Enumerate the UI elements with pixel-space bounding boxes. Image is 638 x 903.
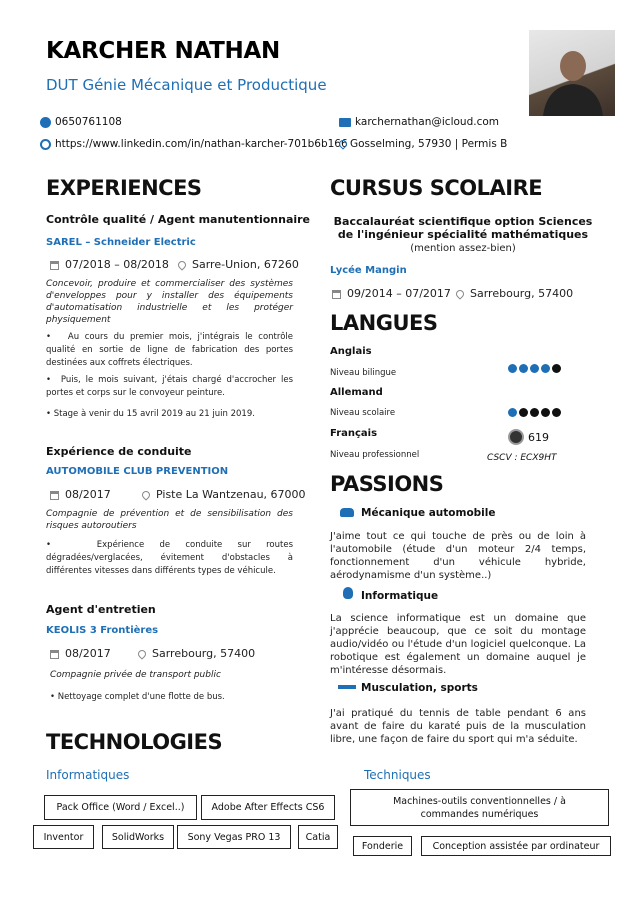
langues-heading: LANGUES <box>330 311 438 335</box>
tech-tag: Machines-outils conventionnelles / à commandes numériques <box>350 789 609 826</box>
school-name: Lycée Mangin <box>330 265 407 276</box>
tech-tag: Adobe After Effects CS6 <box>201 795 335 820</box>
location-pin-icon <box>454 288 465 299</box>
job-company: AUTOMOBILE CLUB PREVENTION <box>46 466 229 477</box>
tech-tag: SolidWorks <box>102 825 174 849</box>
rating-dot <box>508 364 517 373</box>
passions-heading: PASSIONS <box>330 472 444 496</box>
location <box>339 138 507 150</box>
person-silhouette-icon <box>529 30 615 116</box>
job-bullet: • Puis, le mois suivant, j'étais chargé d'accrocher les portes et corps sur le convoyeur peinture. <box>46 375 293 398</box>
candidate-name: KARCHER NATHAN <box>46 38 280 64</box>
certificate-badge-icon <box>508 429 524 445</box>
language-score: 619 <box>528 431 549 444</box>
profile-photo <box>529 30 615 116</box>
language-certificate-code: CSCV : ECX9HT <box>487 453 557 463</box>
rating-dot <box>519 364 528 373</box>
language-level: Niveau scolaire <box>330 408 396 418</box>
rating-dot <box>530 408 539 417</box>
job-bullet: • Expérience de conduite sur routes dégradées/verglacées, évitement d'obstacles à différentes vitesses dans différents types de véhicule. <box>46 540 293 576</box>
location-value: Gosselming, 57930 | Permis B <box>350 138 508 150</box>
phone <box>40 116 122 128</box>
job-bullet: • Au cours du premier mois, j'intégrais le contrôle qualité en sortie de ligne de fabrication des portes destinées aux coffrets électriques. <box>46 332 293 368</box>
job-description: Concevoir, produire et commercialiser des systèmes d'enveloppes pour y installer des équipements d'automatisation industrielle et les protéger physiquement <box>46 279 293 325</box>
job-title: Contrôle qualité / Agent manutentionnaire <box>46 213 311 226</box>
candidate-subtitle: DUT Génie Mécanique et Productique <box>46 76 327 94</box>
language-name: Français <box>330 428 378 439</box>
job-title: Expérience de conduite <box>46 445 192 458</box>
job-description: Compagnie de prévention et de sensibilisation des risques autoroutiers <box>46 509 293 531</box>
apple-icon <box>343 587 353 599</box>
cursus-heading: CURSUS SCOLAIRE <box>330 176 543 200</box>
degree-mention: (mention assez-bien) <box>410 243 516 254</box>
passion-title: Informatique <box>361 590 439 602</box>
rating-dot <box>519 408 528 417</box>
language-name: Allemand <box>330 387 383 398</box>
location-pin-icon <box>337 138 348 149</box>
job-place: Piste La Wantzenau, 67000 <box>142 488 306 501</box>
degree-title: Baccalauréat scientifique option Sciences de l'ingénieur spécialité mathématiques <box>333 215 593 241</box>
phone-icon <box>40 117 51 128</box>
job-description: Compagnie privée de transport public <box>50 670 221 680</box>
rating-dots <box>508 402 563 421</box>
language-level: Niveau bilingue <box>330 368 397 378</box>
linkedin-url[interactable]: https://www.linkedin.com/in/nathan-karcher-701b6b166 <box>55 138 348 150</box>
experiences-heading: EXPERIENCES <box>46 176 202 200</box>
tech-tag: Conception assistée par ordinateur <box>421 836 611 856</box>
cursus-dates: 09/2014 – 07/2017 <box>332 287 451 300</box>
calendar-icon <box>50 261 59 270</box>
rating-dot <box>552 408 561 417</box>
car-icon <box>340 508 354 517</box>
passion-title: Musculation, sports <box>361 682 478 694</box>
tech-tag: Sony Vegas PRO 13 <box>177 825 291 849</box>
job-dates: 08/2017 <box>50 488 111 501</box>
job-dates: 07/2018 – 08/2018 <box>50 258 169 271</box>
rating-dots <box>508 358 563 377</box>
passion-text: J'ai pratiqué du tennis de table pendant 6 ans avant de faire du karaté puis de la musculation libre, une façon de faire du sport qui m'a séduite. <box>330 708 586 745</box>
email <box>339 116 499 128</box>
calendar-icon <box>50 491 59 500</box>
dumbbell-icon <box>338 685 356 689</box>
language-name: Anglais <box>330 346 372 357</box>
job-company: KEOLIS 3 Frontières <box>46 625 159 636</box>
job-place: Sarre-Union, 67260 <box>178 258 299 271</box>
rating-dot <box>508 408 517 417</box>
passion-text: La science informatique est un domaine que j'apprécie beaucoup, que ce soit du montage audio/vidéo ou l'étude d'un logiciel quelconque. La robotique est également un domaine auquel je m'intéresse désormais. <box>330 613 586 676</box>
cursus-place: Sarrebourg, 57400 <box>456 287 573 300</box>
location-pin-icon <box>176 259 187 270</box>
tech-tag: Pack Office (Word / Excel..) <box>44 795 197 820</box>
job-title: Agent d'entretien <box>46 603 156 616</box>
job-dates: 08/2017 <box>50 647 111 660</box>
mail-icon <box>339 118 351 127</box>
job-bullet: • Stage à venir du 15 avril 2019 au 21 juin 2019. <box>46 409 255 419</box>
email-value[interactable]: karchernathan@icloud.com <box>355 116 500 128</box>
calendar-icon <box>332 290 341 299</box>
passion-text: J'aime tout ce qui touche de près ou de loin à l'automobile (étude d'un moteur 2/4 temps, fonctionnement d'un véhicule hybride, aérodynamisme d'un système..) <box>330 531 586 581</box>
language-level: Niveau professionnel <box>330 450 420 460</box>
link-icon <box>40 139 51 150</box>
calendar-icon <box>50 650 59 659</box>
job-place: Sarrebourg, 57400 <box>138 647 255 660</box>
passion-title: Mécanique automobile <box>361 507 496 519</box>
phone-value: 0650761108 <box>55 116 122 128</box>
rating-dot <box>552 364 561 373</box>
rating-dot <box>541 364 550 373</box>
technologies-heading: TECHNOLOGIES <box>46 730 223 754</box>
tech-subheading-informatiques: Informatiques <box>46 768 130 782</box>
rating-dot <box>530 364 539 373</box>
tech-tag: Inventor <box>33 825 94 849</box>
linkedin <box>40 138 348 150</box>
job-company: SAREL – Schneider Electric <box>46 237 196 248</box>
tech-tag: Catia <box>298 825 338 849</box>
tech-tag: Fonderie <box>353 836 412 856</box>
location-pin-icon <box>136 648 147 659</box>
location-pin-icon <box>140 489 151 500</box>
job-bullet: • Nettoyage complet d'une flotte de bus. <box>50 692 225 702</box>
tech-subheading-techniques: Techniques <box>364 768 431 782</box>
rating-dot <box>541 408 550 417</box>
